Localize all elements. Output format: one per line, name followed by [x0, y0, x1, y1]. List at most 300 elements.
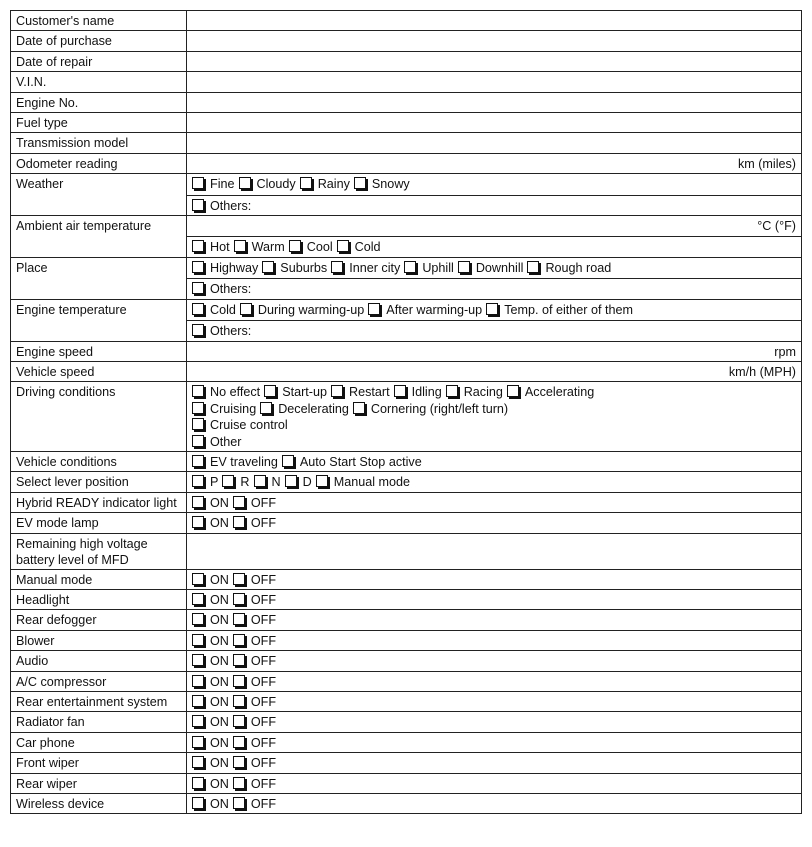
checkbox-icon[interactable] [354, 177, 366, 189]
option-label: ON [210, 516, 229, 531]
option-label: During warming-up [257, 302, 365, 317]
checkbox-icon[interactable] [507, 385, 519, 397]
option-idling[interactable] [394, 384, 442, 400]
form-row-headlight [11, 589, 802, 609]
option-accelerating[interactable] [507, 384, 594, 400]
field-label: Hybrid READY indicator light [11, 492, 187, 512]
option-label: Rough road [545, 260, 612, 275]
field-label: Ambient air temperature [11, 216, 187, 258]
option-on[interactable] [192, 735, 229, 751]
option-label: ON [210, 613, 229, 628]
option-on[interactable] [192, 776, 229, 792]
field-label: Transmission model [11, 133, 187, 153]
checkbox-icon[interactable] [331, 261, 343, 273]
option-n[interactable] [254, 474, 281, 490]
form-row-front-wiper [11, 753, 802, 773]
checkbox-icon[interactable] [192, 736, 204, 748]
option-label: Accelerating [524, 385, 595, 400]
option-label: OFF [250, 797, 277, 812]
option-label: Hot [210, 240, 230, 255]
field-subline [192, 260, 796, 276]
field-subline [187, 236, 801, 255]
field-value[interactable] [187, 753, 802, 773]
form-row-place [11, 257, 802, 299]
field-label: Rear entertainment system [11, 692, 187, 712]
option-on[interactable] [192, 515, 229, 531]
option-label: Cold [354, 240, 381, 255]
field-label: Engine temperature [11, 299, 187, 341]
option-label: Others: [210, 324, 252, 339]
option-label: Uphill [422, 260, 454, 275]
option-ev-traveling[interactable] [192, 454, 278, 470]
field-value[interactable] [187, 113, 802, 133]
option-label: Highway [210, 260, 259, 275]
checkbox-icon[interactable] [192, 496, 204, 508]
option-off[interactable] [233, 495, 276, 511]
option-label: Cruise control [210, 418, 288, 433]
checkbox-icon[interactable] [233, 797, 245, 809]
option-label: EV traveling [210, 454, 278, 469]
option-rainy[interactable] [300, 176, 350, 192]
option-off[interactable] [233, 694, 276, 710]
checkbox-icon[interactable] [239, 177, 251, 189]
option-label: OFF [250, 674, 277, 689]
checkbox-icon[interactable] [233, 613, 245, 625]
option-off[interactable] [233, 735, 276, 751]
option-rough-road[interactable] [527, 260, 611, 276]
option-decelerating[interactable] [260, 401, 349, 417]
field-value[interactable] [187, 382, 802, 452]
field-value[interactable] [187, 72, 802, 92]
field-value[interactable] [187, 299, 802, 341]
checkbox-icon[interactable] [285, 475, 297, 487]
field-value[interactable] [187, 533, 802, 569]
option-label: ON [210, 495, 229, 510]
field-label: Manual mode [11, 569, 187, 589]
checkbox-icon[interactable] [262, 261, 274, 273]
field-label: Rear wiper [11, 773, 187, 793]
checkbox-icon[interactable] [233, 496, 245, 508]
option-racing[interactable] [446, 384, 503, 400]
checkbox-icon[interactable] [446, 385, 458, 397]
option-suburbs[interactable] [262, 260, 327, 276]
option-label: ON [210, 572, 229, 587]
field-value[interactable] [187, 216, 802, 258]
field-label: Front wiper [11, 753, 187, 773]
option-off[interactable] [233, 653, 276, 669]
option-label: Others: [210, 198, 252, 213]
form-row-remaining-high-voltage-battery-level-of-mfd [11, 533, 802, 569]
option-other[interactable] [192, 434, 242, 450]
checkbox-icon[interactable] [486, 303, 498, 315]
checkbox-icon[interactable] [368, 303, 380, 315]
option-on[interactable] [192, 796, 229, 812]
field-value[interactable] [187, 472, 802, 492]
option-label: ON [210, 695, 229, 709]
checkbox-icon[interactable] [233, 715, 245, 727]
option-label: Cool [306, 240, 333, 255]
field-value[interactable] [187, 31, 802, 51]
checkbox-icon[interactable] [289, 240, 301, 252]
option-cool[interactable] [289, 239, 333, 255]
checkbox-icon[interactable] [192, 418, 204, 430]
option-auto-start-stop-active[interactable] [282, 454, 422, 470]
field-value[interactable] [187, 341, 802, 361]
option-on[interactable] [192, 633, 229, 649]
option-label: Inner city [349, 260, 401, 275]
option-label: R [240, 475, 250, 490]
option-label: OFF [250, 654, 277, 669]
option-label: OFF [250, 776, 277, 791]
option-label: ON [210, 715, 229, 730]
option-label: Restart [349, 385, 390, 400]
option-off[interactable] [233, 572, 276, 588]
form-row-hybrid-ready-indicator-light [11, 492, 802, 512]
option-line [192, 434, 796, 450]
form-row-a-c-compressor [11, 671, 802, 691]
field-value[interactable] [187, 589, 802, 609]
form-row-rear-wiper [11, 773, 802, 793]
checkbox-icon[interactable] [233, 736, 245, 748]
option-label: Downhill [475, 260, 524, 275]
field-value[interactable] [187, 153, 802, 173]
field-label: Date of repair [11, 51, 187, 71]
diagnosis-form-table [10, 10, 802, 814]
checkbox-icon[interactable] [192, 797, 204, 809]
option-no-effect[interactable] [192, 384, 260, 400]
option-on[interactable] [192, 674, 229, 690]
field-value[interactable] [187, 630, 802, 650]
checkbox-icon[interactable] [394, 385, 406, 397]
field-label: Wireless device [11, 794, 187, 814]
field-label: Odometer reading [11, 153, 187, 173]
option-off[interactable] [233, 714, 276, 730]
field-label: Place [11, 257, 187, 299]
form-row-wireless-device [11, 794, 802, 814]
checkbox-icon[interactable] [192, 756, 204, 768]
option-p[interactable] [192, 474, 218, 490]
checkbox-icon[interactable] [527, 261, 539, 273]
checkbox-icon[interactable] [192, 695, 204, 707]
option-label: OFF [250, 715, 277, 730]
option-on[interactable] [192, 612, 229, 628]
field-label: A/C compressor [11, 671, 187, 691]
field-value[interactable] [187, 451, 802, 471]
option-downhill[interactable] [458, 260, 524, 276]
field-value[interactable] [187, 133, 802, 153]
checkbox-icon[interactable] [233, 675, 245, 687]
form-row-vehicle-conditions [11, 451, 802, 471]
field-value[interactable] [187, 92, 802, 112]
checkbox-icon[interactable] [233, 777, 245, 789]
checkbox-icon[interactable] [192, 634, 204, 646]
option-off[interactable] [233, 592, 276, 608]
form-row-engine-temperature [11, 299, 802, 341]
field-label: Driving conditions [11, 382, 187, 452]
form-body [11, 11, 802, 814]
field-label: Engine speed [11, 341, 187, 361]
form-row-car-phone [11, 732, 802, 752]
checkbox-icon[interactable] [192, 402, 204, 414]
form-row-rear-entertainment-system [11, 692, 802, 712]
unit-label: km/h (MPH) [728, 364, 796, 379]
field-value[interactable] [187, 794, 802, 814]
field-label: Vehicle speed [11, 361, 187, 381]
option-label: Others: [210, 282, 252, 297]
field-value[interactable] [187, 773, 802, 793]
checkbox-icon[interactable] [192, 385, 204, 397]
option-cruise-control[interactable] [192, 417, 288, 433]
option-off[interactable] [233, 515, 276, 531]
checkbox-icon[interactable] [192, 777, 204, 789]
form-row-engine-speed [11, 341, 802, 361]
checkbox-icon[interactable] [192, 613, 204, 625]
checkbox-icon[interactable] [192, 324, 204, 336]
checkbox-icon[interactable] [404, 261, 416, 273]
form-row-transmission-model [11, 133, 802, 153]
option-off[interactable] [233, 755, 276, 771]
field-label: Radiator fan [11, 712, 187, 732]
option-label: Racing [463, 385, 503, 400]
option-others[interactable] [192, 323, 251, 339]
checkbox-icon[interactable] [316, 475, 328, 487]
checkbox-icon[interactable] [192, 455, 204, 467]
option-after-warming-up[interactable] [368, 302, 482, 318]
option-line [192, 384, 796, 400]
option-off[interactable] [233, 674, 276, 690]
form-row-v-i-n [11, 72, 802, 92]
checkbox-icon[interactable] [233, 573, 245, 585]
unit-label: rpm [774, 344, 796, 359]
checkbox-icon[interactable] [260, 402, 272, 414]
field-value[interactable] [187, 610, 802, 630]
form-row-ev-mode-lamp [11, 513, 802, 533]
field-subline [192, 176, 796, 192]
checkbox-icon[interactable] [331, 385, 343, 397]
option-on[interactable] [192, 592, 229, 608]
option-label: ON [210, 674, 229, 689]
checkbox-icon[interactable] [192, 282, 204, 294]
option-on[interactable] [192, 714, 229, 730]
field-label: EV mode lamp [11, 513, 187, 533]
option-others[interactable] [192, 281, 251, 297]
option-line [192, 417, 796, 433]
option-on[interactable] [192, 755, 229, 771]
option-label: OFF [250, 592, 277, 607]
checkbox-icon[interactable] [233, 756, 245, 768]
option-label: ON [210, 654, 229, 669]
option-label: After warming-up [386, 302, 483, 317]
option-on[interactable] [192, 653, 229, 669]
checkbox-icon[interactable] [337, 240, 349, 252]
option-inner-city[interactable] [331, 260, 400, 276]
option-cruising[interactable] [192, 401, 256, 417]
option-r[interactable] [222, 474, 249, 490]
checkbox-icon[interactable] [233, 695, 245, 707]
option-start-up[interactable] [264, 384, 327, 400]
option-label: Cornering (right/left turn) [370, 401, 509, 416]
form-row-fuel-type [11, 113, 802, 133]
option-others[interactable] [192, 198, 251, 214]
option-cornering-right-left-turn[interactable] [353, 401, 508, 417]
option-label: Auto Start Stop active [299, 454, 422, 469]
option-hot[interactable] [192, 239, 230, 255]
option-manual-mode[interactable] [316, 474, 410, 490]
checkbox-icon[interactable] [233, 516, 245, 528]
field-value[interactable] [187, 513, 802, 533]
checkbox-icon[interactable] [192, 475, 204, 487]
option-highway[interactable] [192, 260, 258, 276]
form-row-driving-conditions [11, 382, 802, 452]
option-label: OFF [250, 572, 277, 587]
checkbox-icon[interactable] [264, 385, 276, 397]
option-label: N [271, 475, 281, 490]
option-temp-of-either-of-them[interactable] [486, 302, 633, 318]
option-on[interactable] [192, 694, 229, 710]
form-row-manual-mode [11, 569, 802, 589]
checkbox-icon[interactable] [192, 675, 204, 687]
field-subline [192, 218, 796, 234]
option-cloudy[interactable] [239, 176, 296, 192]
option-label: Temp. of either of them [504, 302, 633, 317]
field-label: Date of purchase [11, 31, 187, 51]
field-value[interactable] [187, 712, 802, 732]
field-label: Headlight [11, 589, 187, 609]
option-uphill[interactable] [404, 260, 454, 276]
field-label: Vehicle conditions [11, 451, 187, 471]
field-value[interactable] [187, 11, 802, 31]
checkbox-icon[interactable] [192, 516, 204, 528]
option-off[interactable] [233, 796, 276, 812]
option-off[interactable] [233, 612, 276, 628]
option-label: D [302, 475, 312, 490]
option-label: ON [210, 592, 229, 607]
checkbox-icon[interactable] [240, 303, 252, 315]
option-label: Manual mode [333, 475, 411, 490]
field-value[interactable] [187, 692, 802, 712]
checkbox-icon[interactable] [254, 475, 266, 487]
option-cold[interactable] [337, 239, 381, 255]
option-on[interactable] [192, 572, 229, 588]
checkbox-icon[interactable] [192, 654, 204, 666]
field-value[interactable] [187, 732, 802, 752]
checkbox-icon[interactable] [233, 654, 245, 666]
checkbox-icon[interactable] [192, 261, 204, 273]
option-label: Other [210, 434, 242, 449]
option-label: Decelerating [278, 401, 349, 416]
option-label: Start-up [282, 385, 327, 400]
option-during-warming-up[interactable] [240, 302, 364, 318]
form-row-weather [11, 174, 802, 216]
form-row-customer-s-name [11, 11, 802, 31]
field-label: Engine No. [11, 92, 187, 112]
option-label: Cloudy [256, 177, 296, 192]
option-label: OFF [250, 633, 277, 648]
option-label: Suburbs [280, 260, 328, 275]
field-value[interactable] [187, 361, 802, 381]
form-row-select-lever-position [11, 472, 802, 492]
option-label: ON [210, 756, 229, 771]
field-subline [187, 320, 801, 339]
option-label: Cruising [210, 401, 257, 416]
field-value[interactable] [187, 257, 802, 299]
option-label: OFF [250, 756, 277, 771]
field-label: V.I.N. [11, 72, 187, 92]
field-value[interactable] [187, 51, 802, 71]
option-label: OFF [250, 695, 277, 709]
form-row-date-of-purchase [11, 31, 802, 51]
field-value[interactable] [187, 492, 802, 512]
field-label: Weather [11, 174, 187, 216]
field-label: Car phone [11, 732, 187, 752]
field-value[interactable] [187, 174, 802, 216]
option-label: ON [210, 776, 229, 791]
form-row-radiator-fan [11, 712, 802, 732]
option-restart[interactable] [331, 384, 390, 400]
option-label: Rainy [317, 177, 350, 192]
form-row-rear-defogger [11, 610, 802, 630]
option-label: ON [210, 797, 229, 812]
checkbox-icon[interactable] [192, 303, 204, 315]
checkbox-icon[interactable] [458, 261, 470, 273]
field-subline [187, 278, 801, 297]
checkbox-icon[interactable] [300, 177, 312, 189]
checkbox-icon[interactable] [192, 177, 204, 189]
checkbox-icon[interactable] [233, 593, 245, 605]
checkbox-icon[interactable] [282, 455, 294, 467]
option-label: Cold [210, 302, 236, 317]
form-row-vehicle-speed [11, 361, 802, 381]
option-label: ON [210, 633, 229, 648]
checkbox-icon[interactable] [192, 199, 204, 211]
option-on[interactable] [192, 495, 229, 511]
checkbox-icon[interactable] [192, 435, 204, 447]
field-label: Remaining high voltage battery level of MFD [11, 533, 187, 569]
option-off[interactable] [233, 776, 276, 792]
form-row-ambient-air-temperature [11, 216, 802, 258]
option-snowy[interactable] [354, 176, 410, 192]
option-line [192, 401, 796, 417]
option-warm[interactable] [234, 239, 285, 255]
field-value[interactable] [187, 569, 802, 589]
option-label: OFF [250, 516, 277, 531]
option-label: Idling [411, 385, 442, 400]
field-value[interactable] [187, 651, 802, 671]
checkbox-icon[interactable] [222, 475, 234, 487]
unit-label: km (miles) [737, 156, 796, 171]
option-label: OFF [250, 735, 277, 750]
field-value[interactable] [187, 671, 802, 691]
option-cold[interactable] [192, 302, 236, 318]
option-label: P [210, 475, 219, 490]
checkbox-icon[interactable] [233, 634, 245, 646]
field-subline [192, 302, 796, 318]
unit-label: °C (°F) [757, 219, 796, 234]
option-label: Snowy [371, 177, 410, 192]
option-off[interactable] [233, 633, 276, 649]
field-label: Rear defogger [11, 610, 187, 630]
checkbox-icon[interactable] [353, 402, 365, 414]
checkbox-icon[interactable] [234, 240, 246, 252]
option-label: No effect [210, 385, 261, 400]
checkbox-icon[interactable] [192, 593, 204, 605]
option-fine[interactable] [192, 176, 235, 192]
checkbox-icon[interactable] [192, 240, 204, 252]
checkbox-icon[interactable] [192, 573, 204, 585]
option-d[interactable] [285, 474, 312, 490]
field-label: Fuel type [11, 113, 187, 133]
checkbox-icon[interactable] [192, 715, 204, 727]
